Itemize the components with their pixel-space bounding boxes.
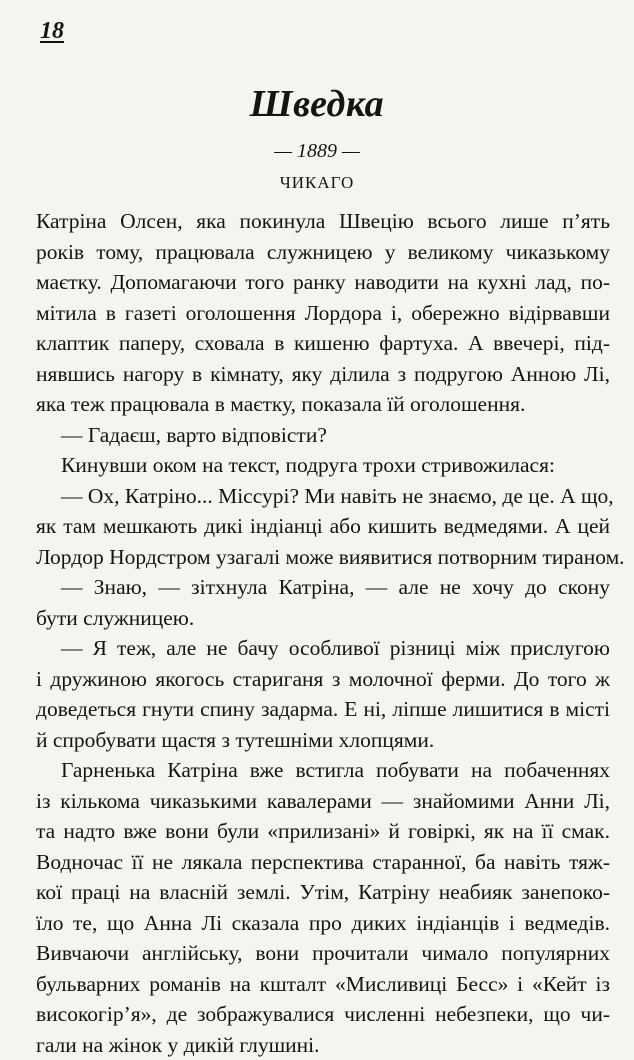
text-line: та надто вже вони були «прилизані» й говіркі, як на її смак. [36,816,610,847]
text-line: кої праці на власній землі. Утім, Катріну неабияк занепоко- [36,877,610,908]
text-line: із кількома чиказькими кавалерами — знайомими Анни Лі, [36,786,610,817]
text-line: високогір’я», де зображувалися численні небезпеки, що чи- [36,999,610,1030]
chapter-place: ЧИКАГО [0,173,634,193]
page-number: 18 [40,18,64,45]
text-line: Кинувши оком на текст, подруга трохи стривожилася: [36,450,610,481]
text-line: бульварних романів на кшталт «Мисливиці Бесс» і «Кейт із [36,969,610,1000]
text-line: маєтку. Допомагаючи того ранку наводити на кухні лад, по- [36,267,610,298]
text-line: бути служницею. [36,603,610,634]
text-line: як там мешкають дикі індіанці або кишить ведмедями. А цей [36,511,610,542]
text-line: нявшись нагору в кімнату, яку ділила з подругою Анною Лі, [36,359,610,390]
text-line: — Знаю, — зітхнула Катріна, — але не хочу до скону [36,572,610,603]
text-line: — Я теж, але не бачу особливої різниці між прислугою [36,633,610,664]
text-line: років тому, працювала служницею у великому чиказькому [36,237,610,268]
text-line: — Ох, Катріно... Міссурі? Ми навіть не знаємо, де це. А що, [36,481,610,512]
text-line: й спробувати щастя з тутешніми хлопцями. [36,725,610,756]
text-line: Катріна Олсен, яка покинула Швецію всього лише п’ять [36,206,610,237]
text-line: гали на жінок у дикій глушині. [36,1030,610,1060]
text-line: Вивчаючи англійську, вони прочитали чимало популярних [36,938,610,969]
text-line: клаптик паперу, сховала в кишеню фартуха. А ввечері, під- [36,328,610,359]
body-text [36,206,610,1060]
text-line: доведеться гнути спину задарма. Е ні, ліпше лишитися в місті [36,694,610,725]
text-line: Гарненька Катріна вже встигла побувати на побаченнях [36,755,610,786]
text-line: їло те, що Анна Лі сказала про диких індіанців і ведмедів. [36,908,610,939]
chapter-title: Шведка [0,82,634,126]
text-line: Лордор Нордстром узагалі може виявитися потворним тираном. [36,542,610,573]
text-line: і дружиною якогось стариганя з молочної ферми. До того ж [36,664,610,695]
text-line: мітила в газеті оголошення Лордора і, обережно відірвавши [36,298,610,329]
text-line: — Гадаєш, варто відповісти? [36,420,610,451]
text-line: Водночас її не лякала перспектива старанної, ба навіть тяж- [36,847,610,878]
text-line: яка теж працювала в маєтку, показала їй оголошення. [36,389,610,420]
chapter-year: — 1889 — [0,140,634,163]
